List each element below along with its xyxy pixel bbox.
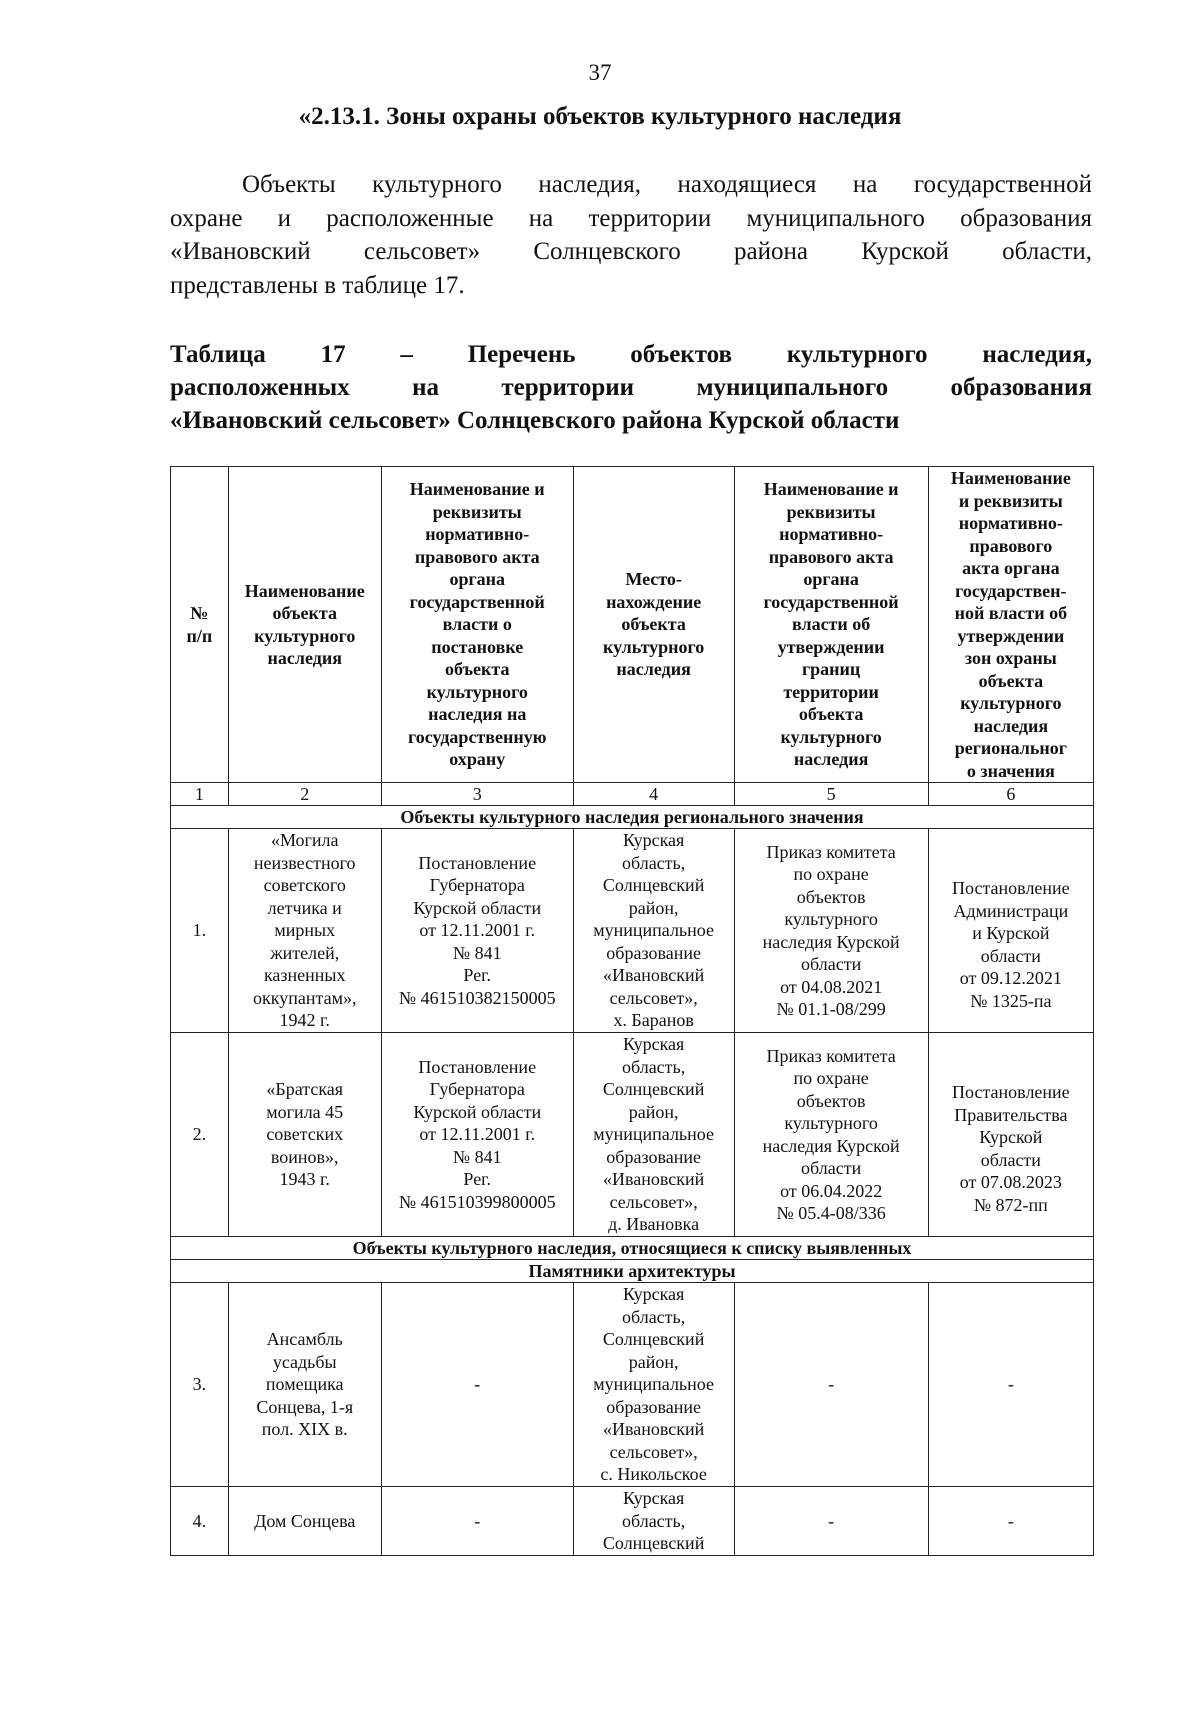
table-row: [171, 829, 1094, 1033]
page-number: 37: [588, 60, 612, 85]
object-name: Дом Сонцева: [228, 1487, 381, 1556]
caption-line: расположенных на территории муниципального образования: [170, 374, 1092, 401]
section-row-identified: [171, 1237, 1094, 1260]
caption-line: Таблица 17 – Перечень объектов культурного наследия,: [170, 341, 1092, 368]
row-number: 3.: [171, 1283, 229, 1487]
boundary-act: Приказ комитета по охране объектов культурного наследия Курской области от 06.04.2022 № 05.4-08/336: [734, 1033, 928, 1237]
boundary-act: -: [734, 1487, 928, 1556]
intro-line: Объекты культурного наследия, находящиеся на государственной: [242, 171, 1092, 198]
intro-line: представлены в таблице 17.: [170, 271, 465, 299]
table-header-row: [171, 467, 1094, 783]
table-row: [171, 1033, 1094, 1237]
header-protection-act: Наименование и реквизиты нормативно- правового акта органа государственной власти о постановке объекта культурного наследия на государственную охрану: [381, 467, 573, 783]
intro-line: «Ивановский сельсовет» Солнцевского района Курской области,: [170, 238, 1092, 265]
section-title: Памятники архитектуры: [171, 1260, 1094, 1283]
object-location: Курская область, Солнцевский район, муниципальное образование «Ивановский сельсовет», х. Баранов: [573, 829, 734, 1033]
protection-act: -: [381, 1283, 573, 1487]
header-location: Место- нахождение объекта культурного наследия: [573, 467, 734, 783]
header-object-name: Наименование объекта культурного наследия: [228, 467, 381, 783]
zones-act: -: [928, 1487, 1093, 1556]
row-number: 4.: [171, 1487, 229, 1556]
section-title: Объекты культурного наследия, относящиеся к списку выявленных: [171, 1237, 1094, 1260]
header-zones-act: Наименование и реквизиты нормативно- правового акта органа государствен- ной власти об утверждении зон охраны объекта культурного наследия региональног о значения: [928, 467, 1093, 783]
row-number: 2.: [171, 1033, 229, 1237]
object-location: Курская область, Солнцевский район, муниципальное образование «Ивановский сельсовет», д. Ивановка: [573, 1033, 734, 1237]
zones-act: Постановление Администраци и Курской области от 09.12.2021 № 1325-па: [928, 829, 1093, 1033]
column-number: 6: [928, 783, 1093, 806]
boundary-act: Приказ комитета по охране объектов культурного наследия Курской области от 04.08.2021 № 01.1-08/299: [734, 829, 928, 1033]
object-location: Курская область, Солнцевский: [573, 1487, 734, 1556]
column-number-row: [171, 783, 1094, 806]
protection-act: -: [381, 1487, 573, 1556]
protection-act: Постановление Губернатора Курской области от 12.11.2001 г. № 841 Рег. № 461510399800005: [381, 1033, 573, 1237]
object-name: «Могила неизвестного советского летчика и мирных жителей, казненных оккупантам», 1942 г.: [228, 829, 381, 1033]
section-row-architecture: [171, 1260, 1094, 1283]
column-number: 5: [734, 783, 928, 806]
protection-act: Постановление Губернатора Курской области от 12.11.2001 г. № 841 Рег. № 461510382150005: [381, 829, 573, 1033]
heritage-table: [170, 466, 1094, 1556]
column-number: 4: [573, 783, 734, 806]
caption-line: «Ивановский сельсовет» Солнцевского района Курской области: [170, 407, 900, 434]
table-row: [171, 1487, 1094, 1556]
section-heading: «2.13.1. Зоны охраны объектов культурного наследия: [298, 103, 902, 130]
column-number: 1: [171, 783, 229, 806]
object-location: Курская область, Солнцевский район, муниципальное образование «Ивановский сельсовет», с. Никольское: [573, 1283, 734, 1487]
header-boundary-act: Наименование и реквизиты нормативно- правового акта органа государственной власти об утверждении границ территории объекта культурного наследия: [734, 467, 928, 783]
object-name: «Братская могила 45 советских воинов», 1943 г.: [228, 1033, 381, 1237]
intro-paragraph: [170, 168, 1092, 302]
row-number: 1.: [171, 829, 229, 1033]
table-caption: [170, 338, 1092, 437]
zones-act: Постановление Правительства Курской области от 07.08.2023 № 872-пп: [928, 1033, 1093, 1237]
intro-line: охране и расположенные на территории муниципального образования: [170, 204, 1092, 232]
column-number: 2: [228, 783, 381, 806]
table-row: [171, 1283, 1094, 1487]
boundary-act: -: [734, 1283, 928, 1487]
header-number: № п/п: [171, 467, 229, 783]
zones-act: -: [928, 1283, 1093, 1487]
section-title: Объекты культурного наследия регионального значения: [171, 806, 1094, 829]
column-number: 3: [381, 783, 573, 806]
section-row-regional: [171, 806, 1094, 829]
object-name: Ансамбль усадьбы помещика Сонцева, 1-я пол. XIX в.: [228, 1283, 381, 1487]
